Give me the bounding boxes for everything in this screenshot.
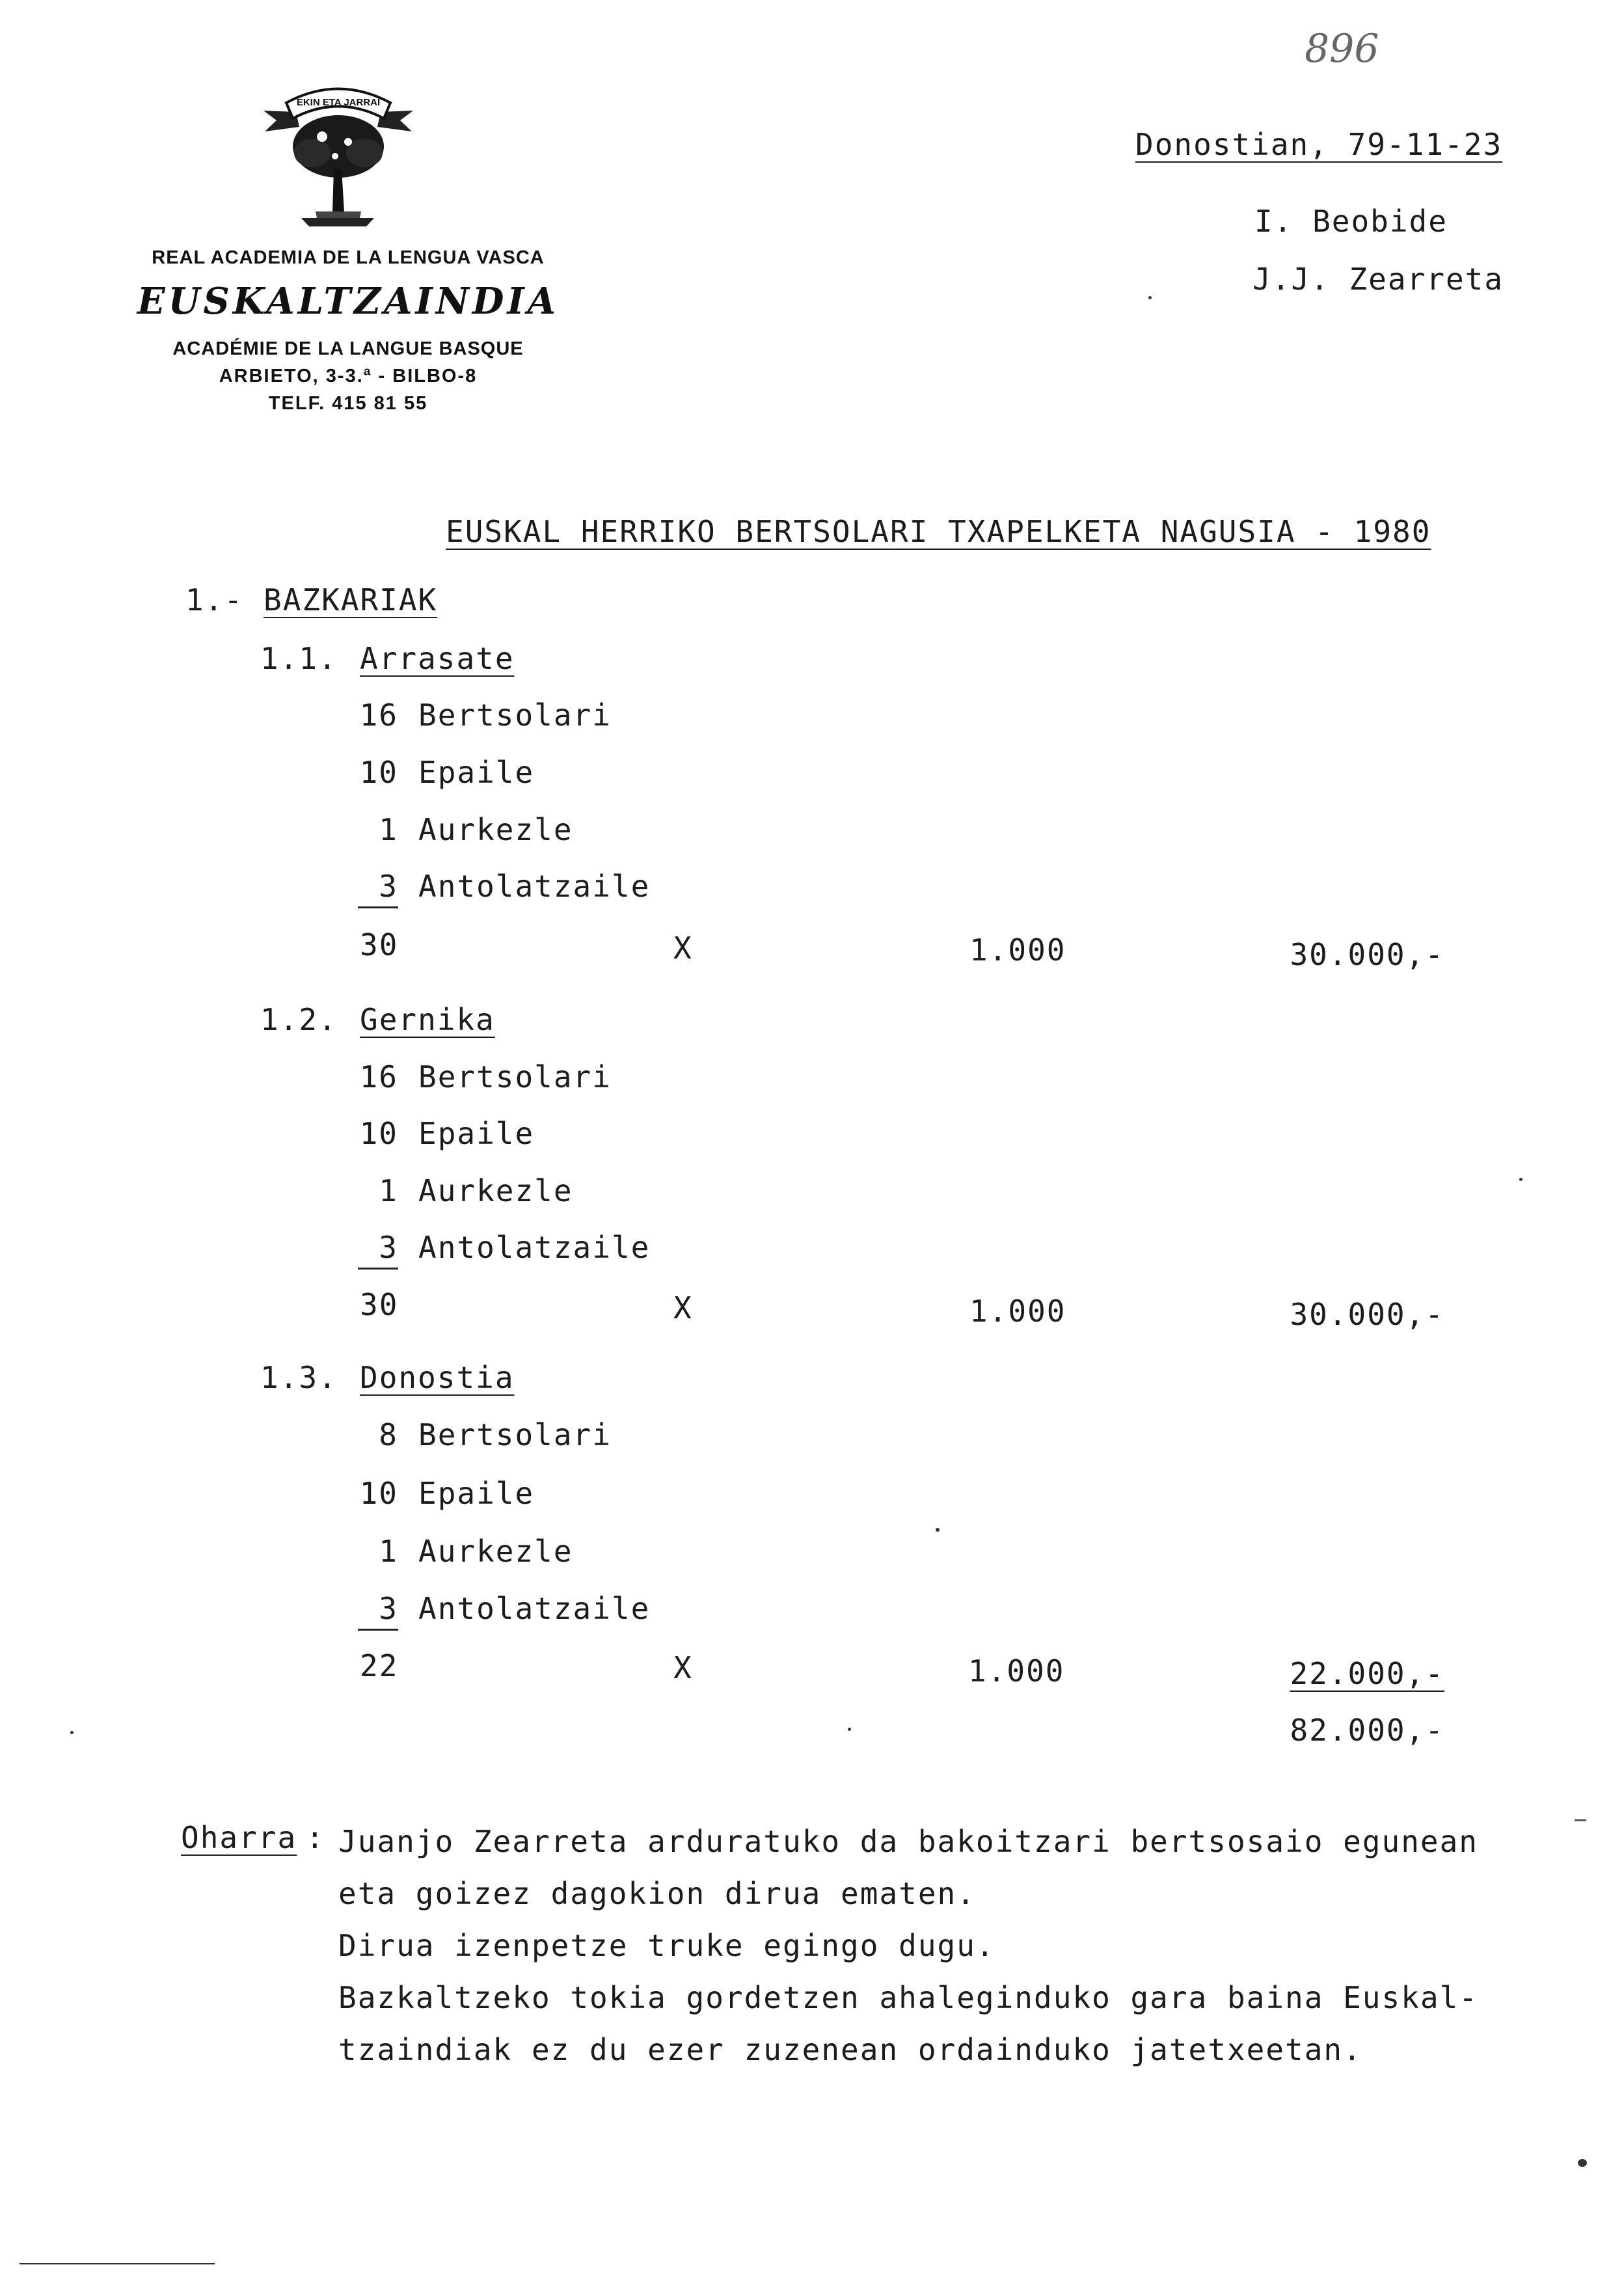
- subtotal-amount: 30.000,-: [1290, 1297, 1444, 1332]
- participant-role: Aurkezle: [418, 1534, 573, 1569]
- multiply-sign: X: [673, 1650, 693, 1685]
- participant-count: 3: [379, 1230, 398, 1265]
- participant-count: 16: [359, 698, 398, 733]
- note-line: Bazkaltzeko tokia gordetzen ahaleginduko gara baina Euskal-: [338, 1980, 1478, 2015]
- subsection-place: Donostia: [360, 1360, 515, 1395]
- note-line: eta goizez dagokion dirua ematen.: [338, 1876, 976, 1911]
- recipient: I. Beobide: [1254, 204, 1448, 239]
- participant-role: Epaile: [418, 755, 535, 790]
- participant-count: 16: [359, 1059, 398, 1094]
- document-title: EUSKAL HERRIKO BERTSOLARI TXAPELKETA NAGUSIA - 1980: [446, 514, 1431, 549]
- participant-role: Aurkezle: [418, 1173, 573, 1208]
- subsection-place: Arrasate: [360, 641, 515, 676]
- sum-rule: [358, 1268, 398, 1270]
- emblem-banner-text: EKIN ETA JARRAI: [296, 97, 381, 108]
- total-count: 22: [360, 1648, 399, 1683]
- scan-speck: [70, 1731, 74, 1734]
- scan-speck: [936, 1528, 940, 1532]
- participant-count: 8: [379, 1417, 398, 1452]
- academy-name-basque: EUSKALTZAINDIA: [137, 280, 560, 323]
- participant-role: Antolatzaile: [418, 1230, 651, 1265]
- scan-mark: [1575, 1819, 1586, 1821]
- note-line: Dirua izenpetze truke egingo dugu.: [338, 1928, 995, 1963]
- academy-emblem: [250, 72, 426, 234]
- participant-role: Aurkezle: [418, 812, 573, 847]
- multiply-sign: X: [673, 930, 693, 966]
- scan-edge-line: [20, 2263, 215, 2264]
- recipient: J.J. Zearreta: [1252, 262, 1504, 297]
- participant-role: Antolatzaile: [418, 869, 651, 904]
- scan-speck: [1519, 1178, 1522, 1181]
- section-heading: BAZKARIAK: [264, 582, 438, 618]
- scan-speck: [1148, 296, 1152, 299]
- subsection-number: 1.3.: [260, 1360, 338, 1395]
- participant-count: 10: [359, 1116, 398, 1151]
- subtotal-amount: 30.000,-: [1290, 937, 1444, 972]
- participant-count: 1: [379, 1173, 398, 1208]
- participant-role: Bertsolari: [418, 1059, 612, 1094]
- subsection-number: 1.1.: [260, 641, 338, 676]
- sum-rule: [358, 1629, 398, 1631]
- participant-count: 1: [379, 812, 398, 847]
- participant-role: Bertsolari: [418, 698, 612, 733]
- participant-count: 10: [359, 1476, 398, 1511]
- subsection-number: 1.2.: [260, 1002, 338, 1037]
- participant-role: Epaile: [418, 1476, 535, 1511]
- academy-name-spanish: REAL ACADEMIA DE LA LENGUA VASCA: [152, 247, 545, 268]
- subtotal-amount: 22.000,-: [1290, 1656, 1444, 1691]
- total-count: 30: [360, 927, 399, 962]
- page-number: 896: [1305, 26, 1379, 72]
- academy-address: ARBIETO, 3-3.ª - BILBO-8: [219, 366, 478, 387]
- participant-count: 1: [379, 1534, 398, 1569]
- section-number: 1.-: [185, 582, 244, 618]
- academy-name-french: ACADÉMIE DE LA LANGUE BASQUE: [172, 338, 524, 359]
- note-colon: :: [306, 1820, 325, 1855]
- multiply-sign: X: [673, 1290, 693, 1325]
- participant-count: 10: [359, 755, 398, 790]
- academy-phone: TELF. 415 81 55: [268, 393, 428, 414]
- total-count: 30: [360, 1287, 399, 1322]
- scan-speck: [1578, 2159, 1587, 2167]
- note-line: Juanjo Zearreta arduratuko da bakoitzari bertsosaio egunean: [338, 1824, 1478, 1859]
- subsection-place: Gernika: [360, 1002, 495, 1037]
- sum-rule: [358, 906, 398, 908]
- scan-speck: [848, 1728, 851, 1731]
- note-label: Oharra: [181, 1820, 297, 1855]
- participant-count: 3: [379, 869, 398, 904]
- participant-role: Bertsolari: [418, 1417, 612, 1452]
- unit-price: 1.000: [968, 1653, 1065, 1689]
- participant-role: Antolatzaile: [418, 1591, 651, 1626]
- unit-price: 1.000: [969, 1294, 1066, 1329]
- note-line: tzaindiak ez du ezer zuzenean ordainduko jatetxeetan.: [338, 2032, 1362, 2067]
- grand-total: 82.000,-: [1290, 1713, 1444, 1748]
- participant-count: 3: [379, 1591, 398, 1626]
- letter-date: Donostian, 79-11-23: [1135, 127, 1503, 162]
- participant-role: Epaile: [418, 1116, 535, 1151]
- unit-price: 1.000: [969, 932, 1066, 968]
